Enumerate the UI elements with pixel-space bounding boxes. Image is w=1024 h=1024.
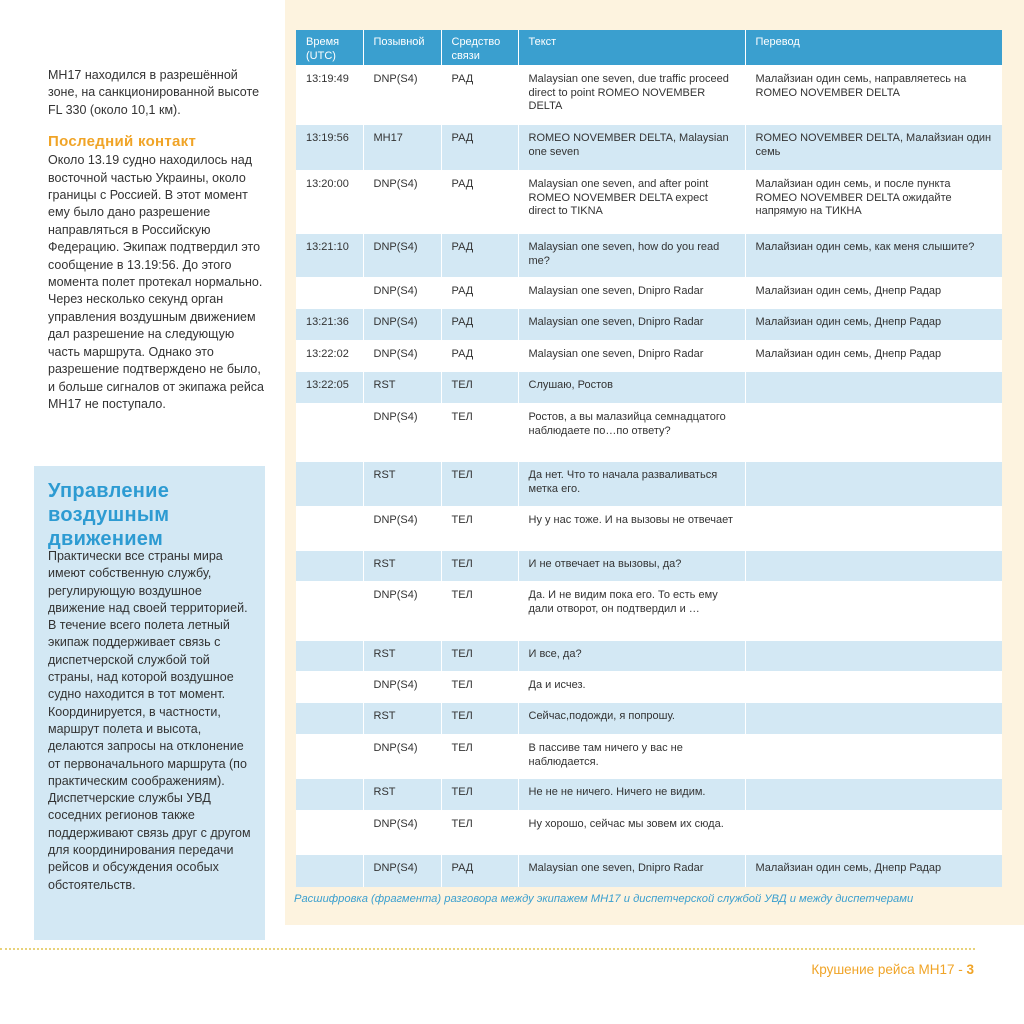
- table-row: [296, 404, 1002, 462]
- table-row: [296, 171, 1002, 234]
- cell-medium: ТЕЛ: [441, 703, 518, 735]
- cell-callsign: DNP(S4): [363, 341, 441, 372]
- table-row: [296, 278, 1002, 309]
- last-contact-heading: Последний контакт: [48, 133, 197, 151]
- cell-medium: РАД: [441, 309, 518, 341]
- table-row: [296, 462, 1002, 507]
- cell-time: [296, 551, 363, 582]
- cell-translation: [745, 672, 1002, 703]
- cell-medium: РАД: [441, 234, 518, 278]
- cell-text: Ну у нас тоже. И на вызовы не отвечает: [518, 507, 745, 551]
- cell-callsign: RST: [363, 551, 441, 582]
- table-row: [296, 811, 1002, 855]
- cell-callsign: DNP(S4): [363, 735, 441, 779]
- cell-callsign: DNP(S4): [363, 66, 441, 125]
- cell-translation: [745, 703, 1002, 735]
- cell-callsign: DNP(S4): [363, 582, 441, 641]
- cell-medium: РАД: [441, 66, 518, 125]
- cell-time: [296, 779, 363, 811]
- cell-time: 13:22:05: [296, 372, 363, 404]
- header-medium: Средство связи: [441, 30, 518, 66]
- cell-callsign: DNP(S4): [363, 234, 441, 278]
- cell-callsign: DNP(S4): [363, 811, 441, 855]
- table-header-row: [296, 30, 1002, 66]
- cell-translation: Малайзиан один семь, Днепр Радар: [745, 855, 1002, 887]
- header-translation: Перевод: [745, 30, 1002, 66]
- cell-text: Malaysian one seven, due traffic proceed direct to point ROMEO NOVEMBER DELTA: [518, 66, 745, 125]
- table-row: [296, 507, 1002, 551]
- cell-text: Сейчас,подожди, я попрошу.: [518, 703, 745, 735]
- cell-callsign: RST: [363, 641, 441, 672]
- cell-time: 13:19:49: [296, 66, 363, 125]
- cell-time: [296, 582, 363, 641]
- table-row: [296, 735, 1002, 779]
- cell-medium: РАД: [441, 171, 518, 234]
- cell-medium: ТЕЛ: [441, 641, 518, 672]
- cell-translation: [745, 811, 1002, 855]
- cell-medium: РАД: [441, 341, 518, 372]
- cell-translation: Малайзиан один семь, Днепр Радар: [745, 309, 1002, 341]
- sidebar-title: Управление воздушным движением: [48, 480, 170, 550]
- cell-text: Malaysian one seven, Dnipro Radar: [518, 855, 745, 887]
- cell-time: 13:20:00: [296, 171, 363, 234]
- cell-translation: [745, 462, 1002, 507]
- cell-medium: ТЕЛ: [441, 462, 518, 507]
- header-text: Текст: [518, 30, 745, 66]
- cell-text: Не не не ничего. Ничего не видим.: [518, 779, 745, 811]
- cell-text: В пассиве там ничего у вас не наблюдается.: [518, 735, 745, 779]
- table-row: [296, 641, 1002, 672]
- cell-translation: [745, 507, 1002, 551]
- header-callsign: Позывной: [363, 30, 441, 66]
- cell-callsign: RST: [363, 703, 441, 735]
- cell-callsign: DNP(S4): [363, 404, 441, 462]
- cell-translation: [745, 372, 1002, 404]
- intro-paragraph: MH17 находился в разрешённой зоне, на санкционированной высоте FL 330 (около 10,1 км).: [48, 68, 260, 117]
- cell-translation: [745, 779, 1002, 811]
- cell-medium: ТЕЛ: [441, 551, 518, 582]
- table-row: [296, 703, 1002, 735]
- cell-text: Malaysian one seven, Dnipro Radar: [518, 341, 745, 372]
- cell-time: [296, 462, 363, 507]
- last-contact-paragraph: Около 13.19 судно находилось над восточной частью Украины, около границы с Россией. В этот момент ему было дано разрешение направляться в Российскую Федерацию. Экипаж подтвердил это сообщение в 13.19:56. До этого момента полет протекал нормально. Через несколько секунд орган управления воздушным движением дал разрешение на следующую часть маршрута. Однако это разрешение подтверждено не было, и больше сигналов от экипажа рейса MH17 не поступало.: [48, 153, 264, 411]
- cell-medium: РАД: [441, 125, 518, 171]
- cell-time: [296, 507, 363, 551]
- header-time: Время (UTC): [296, 30, 363, 66]
- table-row: [296, 582, 1002, 641]
- table-row: [296, 551, 1002, 582]
- table-row: [296, 234, 1002, 278]
- cell-text: Malaysian one seven, Dnipro Radar: [518, 278, 745, 309]
- cell-translation: [745, 641, 1002, 672]
- cell-text: Да и исчез.: [518, 672, 745, 703]
- cell-translation: Малайзиан один семь, и после пункта ROMEO NOVEMBER DELTA ожидайте напрямую на ТИКНА: [745, 171, 1002, 234]
- cell-text: ROMEO NOVEMBER DELTA, Malaysian one seven: [518, 125, 745, 171]
- cell-text: Ростов, а вы малазийца семнадцатого наблюдаете по…по ответу?: [518, 404, 745, 462]
- table-row: [296, 341, 1002, 372]
- cell-translation: Малайзиан один семь, направляетесь на ROMEO NOVEMBER DELTA: [745, 66, 1002, 125]
- cell-time: [296, 278, 363, 309]
- cell-callsign: DNP(S4): [363, 278, 441, 309]
- cell-text: Malaysian one seven, and after point ROMEO NOVEMBER DELTA expect direct to TIKNA: [518, 171, 745, 234]
- cell-text: Да. И не видим пока его. То есть ему дали отворот, он подтвердил и …: [518, 582, 745, 641]
- cell-time: 13:21:10: [296, 234, 363, 278]
- cell-translation: Малайзиан один семь, Днепр Радар: [745, 341, 1002, 372]
- cell-translation: Малайзиан один семь, как меня слышите?: [745, 234, 1002, 278]
- table-row: [296, 125, 1002, 171]
- cell-medium: ТЕЛ: [441, 582, 518, 641]
- cell-callsign: DNP(S4): [363, 309, 441, 341]
- table-caption: Расшифровка (фрагмента) разговора между экипажем MH17 и диспетчерской службой УВД и между диспетчерами: [294, 893, 914, 905]
- cell-callsign: DNP(S4): [363, 507, 441, 551]
- cell-medium: РАД: [441, 855, 518, 887]
- cell-medium: ТЕЛ: [441, 811, 518, 855]
- table-row: [296, 855, 1002, 887]
- table-row: [296, 309, 1002, 341]
- cell-callsign: DNP(S4): [363, 855, 441, 887]
- cell-medium: ТЕЛ: [441, 372, 518, 404]
- cell-translation: [745, 551, 1002, 582]
- cell-time: [296, 672, 363, 703]
- left-column: [48, 67, 266, 427]
- cell-text: Ну хорошо, сейчас мы зовем их сюда.: [518, 811, 745, 855]
- cell-text: Malaysian one seven, how do you read me?: [518, 234, 745, 278]
- cell-time: 13:19:56: [296, 125, 363, 171]
- cell-callsign: RST: [363, 462, 441, 507]
- cell-medium: ТЕЛ: [441, 735, 518, 779]
- page-number: 3: [966, 962, 974, 977]
- cell-time: [296, 404, 363, 462]
- cell-text: И не отвечает на вызовы, да?: [518, 551, 745, 582]
- table-row: [296, 672, 1002, 703]
- cell-time: 13:22:02: [296, 341, 363, 372]
- cell-time: [296, 855, 363, 887]
- cell-translation: ROMEO NOVEMBER DELTA, Малайзиан один семь: [745, 125, 1002, 171]
- cell-medium: ТЕЛ: [441, 672, 518, 703]
- footer-title: Крушение рейса MH17 -: [811, 962, 967, 977]
- cell-callsign: DNP(S4): [363, 171, 441, 234]
- table-row: [296, 372, 1002, 404]
- cell-callsign: DNP(S4): [363, 672, 441, 703]
- sidebar-text: Практически все страны мира имеют собственную службу, регулирующую воздушное движение над своей территорией. В течение всего полета летный экипаж поддерживает связь с диспетчерской службой той страны, над которой воздушное судно находится в тот момент. Координируется, в частности, маршрут полета и высота, делаются запросы на отклонение от первоначального маршрута (по практическим соображениям). Диспетчерские службы УВД соседних регионов также поддерживают связь друг с другом для координирования передачи рейсов и обсуждения особых обстоятельств.: [48, 549, 251, 892]
- cell-callsign: RST: [363, 779, 441, 811]
- cell-text: И все, да?: [518, 641, 745, 672]
- cell-medium: ТЕЛ: [441, 779, 518, 811]
- cell-callsign: MH17: [363, 125, 441, 171]
- cell-time: [296, 641, 363, 672]
- cell-time: [296, 735, 363, 779]
- cell-time: [296, 703, 363, 735]
- atc-sidebar: [34, 466, 265, 940]
- cell-text: Слушаю, Ростов: [518, 372, 745, 404]
- table-row: [296, 779, 1002, 811]
- transcript-table: [296, 30, 1002, 887]
- cell-time: [296, 811, 363, 855]
- cell-translation: [745, 582, 1002, 641]
- cell-translation: Малайзиан один семь, Днепр Радар: [745, 278, 1002, 309]
- cell-text: Malaysian one seven, Dnipro Radar: [518, 309, 745, 341]
- cell-medium: ТЕЛ: [441, 507, 518, 551]
- table-row: [296, 66, 1002, 125]
- cell-callsign: RST: [363, 372, 441, 404]
- cell-translation: [745, 404, 1002, 462]
- cell-translation: [745, 735, 1002, 779]
- divider: [0, 948, 975, 950]
- page-footer: [811, 962, 974, 977]
- cell-medium: ТЕЛ: [441, 404, 518, 462]
- cell-text: Да нет. Что то начала разваливаться метка его.: [518, 462, 745, 507]
- cell-medium: РАД: [441, 278, 518, 309]
- cell-time: 13:21:36: [296, 309, 363, 341]
